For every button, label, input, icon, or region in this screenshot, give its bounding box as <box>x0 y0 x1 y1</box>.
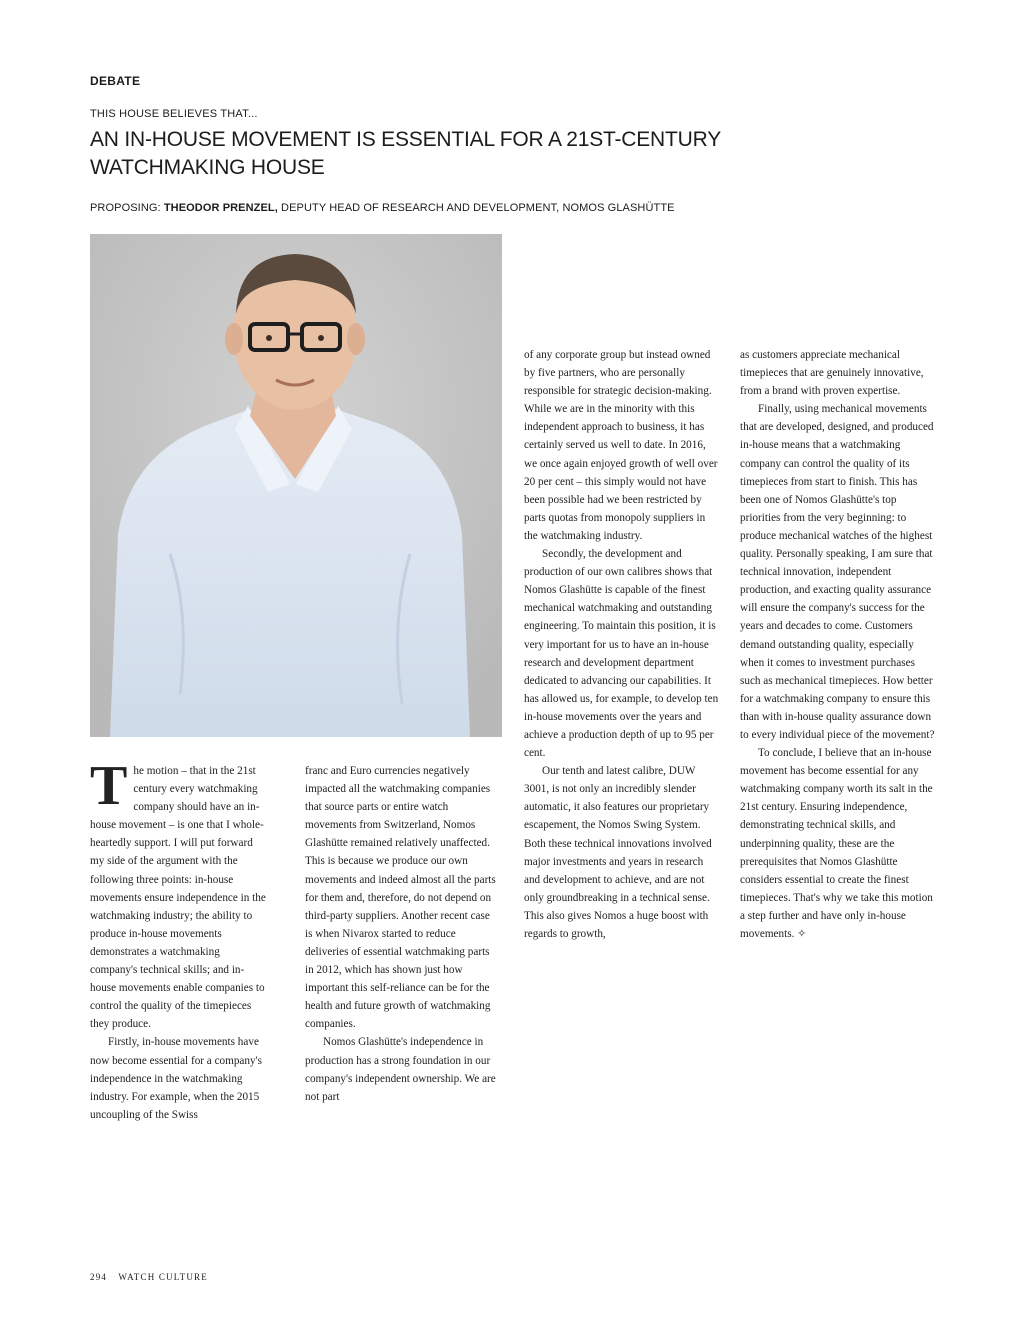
kicker: THIS HOUSE BELIEVES THAT... <box>90 108 258 120</box>
drop-cap: T <box>90 755 128 817</box>
paragraph: To conclude, I believe that an in-house movement has become essential for any watchmaking company worth its salt in the 21st century. Ensuring independence, demonstrating technical skills, and underpinning quality, these are the prerequisites that Nomos Glashütte considers essential to create the finest timepieces. That's why we take this motion a step further and have only in-house movements. ✧ <box>740 747 933 940</box>
author-photo <box>90 234 502 737</box>
portrait-illustration <box>90 234 502 737</box>
paragraph: The motion – that in the 21st century every watchmaking company should have an in-house movement – is one that I whole-heartedly support. I will put forward my side of the argument with the following three points: in-house movements ensure independence in the watchmaking industry; the ability to produce in-house movements demonstrates a watchmaking company's technical skills; and in-house movements enable companies to control the quality of the timepieces they produce. <box>90 755 266 1031</box>
paragraph: Nomos Glashütte's independence in production has a strong foundation in our company's independent ownership. We are not part <box>305 1036 496 1103</box>
article-column-4 <box>740 346 938 943</box>
paragraph: franc and Euro currencies negatively impacted all the watchmaking companies that source parts or entire watch movements from Switzerland, Nomos Glashütte remained relatively unaffected. This is because we produce our own movements and indeed almost all the parts for them and, therefore, do not depend on third-party suppliers. Another recent case is when Nivarox started to reduce deliveries of essential watchmaking parts in 2012, which has shown just how important this self-reliance can be for the health and future growth of watchmaking companies. <box>305 765 496 1031</box>
page-footer <box>90 1272 208 1282</box>
paragraph: as customers appreciate mechanical timepieces that are genuinely innovative, from a brand with proven expertise. <box>740 349 924 398</box>
byline-name: THEODOR PRENZEL, <box>163 202 278 214</box>
page-number: 294 <box>90 1272 108 1282</box>
paragraph: Our tenth and latest calibre, DUW 3001, is not only an incredibly slender automatic, it also features our proprietary escapement, the Nomos Swing System. Both these technical innovations involved major investments and years in research and development to achieve, and are not only groundbreaking in a technical sense. This also gives Nomos a huge boost with regards to growth, <box>524 765 712 940</box>
section-label: DEBATE <box>90 74 141 88</box>
article-column-3 <box>524 346 720 943</box>
byline <box>90 202 675 214</box>
publication-name: WATCH CULTURE <box>118 1272 208 1282</box>
paragraph: Firstly, in-house movements have now become essential for a company's independence in the watchmaking industry. For example, when the 2015 uncoupling of the Swiss <box>90 1036 262 1121</box>
headline: AN IN-HOUSE MOVEMENT IS ESSENTIAL FOR A 21ST-CENTURY WATCHMAKING HOUSE <box>90 128 721 179</box>
byline-prefix: PROPOSING: <box>90 202 164 214</box>
paragraph: of any corporate group but instead owned by five partners, who are personally responsible for strategic decision-making. While we are in the minority with this independent approach to business, it has certainly served us well to date. In 2016, we once again enjoyed growth of well over 20 per cent – this simply would not have been possible had we been restricted by parts quotas from monopoly suppliers in the watchmaking industry. <box>524 349 718 542</box>
paragraph: Finally, using mechanical movements that are developed, designed, and produced in-house means that a watchmaking company can control the quality of its timepieces from start to finish. This has been one of Nomos Glashütte's top priorities from the very beginning: to produce mechanical watches of the highest quality. Personally speaking, I am sure that technical innovation, independent production, and exacting quality assurance will ensure the company's success for the years and decades to come. Customers demand outstanding quality, especially when it comes to investment purchases such as mechanical timepieces. How better for a watchmaking company to ensure this than with in-house quality assurance down to every individual piece of the movement? <box>740 403 935 741</box>
article-column-2 <box>305 762 500 1106</box>
article-column-1 <box>90 755 268 1124</box>
paragraph: Secondly, the development and production of our own calibres shows that Nomos Glashütte is capable of the finest mechanical watchmaking and outstanding engineering. To maintain this position, it is very important for us to have an in-house research and development department dedicated to advancing our capabilities. It has allowed us, for example, to develop ten in-house movements over the years and achieve a production depth of up to 95 per cent. <box>524 548 719 760</box>
byline-role: DEPUTY HEAD OF RESEARCH AND DEVELOPMENT, NOMOS GLASHÜTTE <box>277 202 675 214</box>
